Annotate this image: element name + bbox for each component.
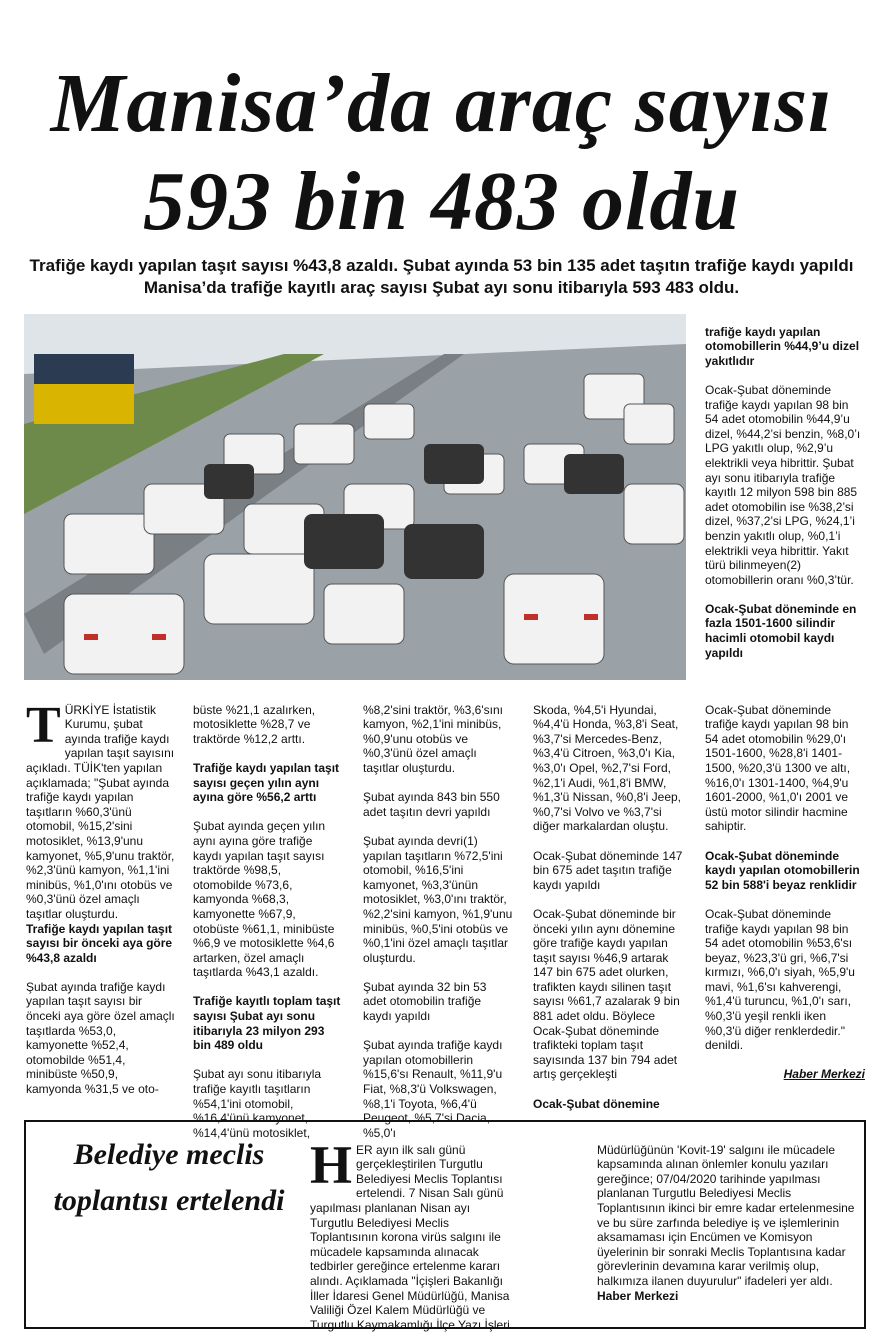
box-column-2	[597, 1128, 857, 1303]
paragraph: Skoda, %4,5'i Hyundai, %4,4'ü Honda, %3,8'i Seat, %3,7'si Mercedes-Benz, %3,4'ü Citroen, %3,0'ı Kia, %3,0'ı Opel, %2,7'si Ford, %2,1'i Audi, %1,8'i BMW, %1,3'ü Nissan, %0,8'i Jeep, %0,7'si Volvo ve %3,7'si diğer markalardan oluştu.	[533, 702, 681, 834]
paragraph: Şubat ayında 843 bin 550 adet taşıtın devri yapıldı	[363, 790, 500, 819]
article-column-3	[363, 688, 513, 1155]
drop-cap: T	[26, 696, 61, 754]
subheading: Trafiğe kayıtlı toplam taşıt sayısı Şubat ayı sonu itibarıyla 23 milyon 293 bin 489 oldu	[193, 994, 341, 1053]
subheading: Ocak-Şubat döneminde kaydı yapılan otomobillerin 52 bin 588'i beyaz renklidir	[705, 848, 860, 892]
traffic-photo	[24, 314, 686, 680]
paragraph: Ocak-Şubat döneminde 147 bin 675 adet taşıtın trafiğe kaydı yapıldı	[533, 848, 683, 892]
box-drop-cap: H	[310, 1134, 353, 1195]
headline-line2: 593 bin 483 oldu	[142, 155, 741, 248]
paragraph: Şubat ayında 32 bin 53 adet otomobilin trafiğe kaydı yapıldı	[363, 979, 487, 1024]
right-heading-2: Ocak-Şubat döneminde en fazla 1501-1600 silindir hacimli otomobil kaydı yapıldı	[705, 601, 857, 660]
headline-line1: Manisa’da araç sayısı	[50, 57, 833, 150]
right-paragraph-1: Ocak-Şubat döneminde trafiğe kaydı yapılan 98 bin 54 adet otomobilin %44,9’u dizel, %44,2’si benzin, %8,0’ı LPG yakıtlı olup, %2,9’u elektrikli veya hibrittir. Şubat ayı sonu itibarıyla trafiğe kayıtlı 12 milyon 598 bin 885 adet otomobilin ise %38,2’si dizel, %37,2’si LPG, %24,1’i benzin yakıtlı olup, %0,1’i elektrikli veya hibrittir. Yakıt türü bilinmeyen(2) otomobillerin oranı %0,3’tür.	[705, 382, 861, 587]
box-byline: Haber Merkezi	[597, 1288, 679, 1303]
paragraph: Ocak-Şubat döneminde trafiğe kaydı yapılan 98 bin 54 adet otomobilin %29,0'ı 1501-1600, %28,8'i 1401-1500, %20,3'ü 1300 ve altı, %16,0'ı 1301-1400, %4,9'u 1601-2000, %1,0'ı 2001 ve üstü motor silindir hacmine sahiptir.	[705, 702, 851, 834]
subheading: Ocak-Şubat dönemine	[533, 1096, 660, 1111]
paragraph: Ocak-Şubat döneminde trafiğe kaydı yapılan 98 bin 54 adet otomobilin %53,6'sı beyaz, %23,3'ü gri, %6,7'si kırmızı, %6,0'ı siyah, %5,9'u mavi, %1,6'sı kahverengi, %1,4'ü turuncu, %1,0'ı sarı, %0,3'ü yeşil renkli iken %0,3'ü diğer renklerdedir." denildi.	[705, 906, 855, 1053]
paragraph: Şubat ayında trafiğe kaydı yapılan otomobillerin %15,6'sı Renault, %11,9'u Fiat, %8,3'ü Volkswagen, %8,1'i Toyota, %6,4'ü Peugeot, %5,7'si Dacia, %5,0'ı	[363, 1038, 503, 1140]
paragraph: Şubat ayı sonu itibarıyla trafiğe kayıtlı taşıtların %54,1'ini otomobil, %16,4'ünü kamyonet, %14,4'ünü motosiklet,	[193, 1067, 322, 1140]
subheading: Trafiğe kaydı yapılan taşıt sayısı bir önceki aya göre %43,8 azaldı	[26, 921, 173, 965]
subheading: Trafiğe kaydı yapılan taşıt sayısı geçen yılın aynı ayına göre %56,2 arttı	[193, 760, 340, 805]
paragraph: Şubat ayında geçen yılın aynı ayına göre trafiğe kaydı yapılan taşıt sayısı traktörde %98,5, otomobilde %73,6, kamyonda %68,3, kamyonette %67,9, otobüste %61,1, minibüste %6,9 ve motosiklette %4,6 artarken, özel amaçlı taşıtlarda %43,1 azaldı.	[193, 819, 335, 980]
box-title: Belediye meclis toplantısı ertelendi	[53, 1138, 285, 1217]
right-heading-1: trafiğe kaydı yapılan otomobillerin %44,9’u dizel yakıtlıdır	[705, 324, 860, 368]
paragraph: Şubat ayında trafiğe kaydı yapılan taşıt sayısı bir önceki aya göre özel amaçlı taşıtlarda %53,0, kamyonette %52,4, otomobilde %51,4, minibüste %50,9, kamyonda %31,5 ve oto-	[26, 979, 175, 1097]
box-paragraph-2: Müdürlüğünün 'Kovit-19' salgını ile mücadele kapsamında alınan önlemler konulu yazıları gereğince; 07/04/2020 tarihinde yapılması planlanan Turgutlu Belediyesi Meclis Toplantısının ikinci bir emre kadar ertelenmesine ve bu süre zarfında belediye iş ve işlemlerinin aksamaması için Encümen ve Komisyon üyelerinin bir sonraki Meclis Toplantısına kadar görevlerinin devamına karar verilmiş olup, halkımıza ilanen duyurulur" ifadeleri yer aldı.	[597, 1142, 855, 1288]
traffic-photo-illustration	[24, 314, 686, 680]
article-column-4	[533, 688, 683, 1126]
box-paragraph-1: ER ayın ilk salı günü gerçekleştirilen Turgutlu Belediyesi Meclis Toplantısı ertelendi. 7 Nisan Salı günü yapılması planlanan Nisan ayı Turgutlu Belediyesi Meclis Toplantısının korona virüs salgını ile mücadele kapsamında alınacak tedbirler gereğince ertelenme kararı alındı. Açıklamada "İçişleri Bakanlığı İller İdaresi Genel Müdürlüğü, Manisa Valiliği Özel Kalem Müdürlüğü ve Turgutlu Kaymakamlığı İlçe Yazı İşleri	[310, 1142, 510, 1332]
article-column-2	[193, 688, 343, 1155]
paragraph: Ocak-Şubat döneminde bir önceki yılın aynı dönemine göre trafiğe kaydı yapılan taşıt sayısı %46,9 artarak 147 bin 675 adet olurken, trafikten kaydı silinen taşıt sayısı %61,7 azalarak 9 bin 881 adet oldu. Böylece Ocak-Şubat döneminde trafikteki toplam taşıt sayısında 137 bin 794 adet artış gerçekleşti	[533, 906, 680, 1082]
box-column-1	[310, 1128, 510, 1332]
paragraph: büste %21,1 azalırken, motosiklette %28,7 ve traktörde %12,2 arttı.	[193, 702, 316, 746]
lead-paragraph: ÜRKİYE İstatistik Kurumu, şubat ayında trafiğe kaydı yapılan taşıt sayısını açıkladı. TÜİK'ten yapılan açıklamada; "Şubat ayında trafiğe kaydı yapılan taşıtların %60,3'ünü otomobil, %15,2'sini motosiklet, %13,9'unu kamyonet, %5,9'unu traktör, %2,3'ünü kamyon, %1,1'ini minibüs, %1,0'ını otobüs ve %0,3'ünü özel amaçlı taşıtlar oluşturdu.	[26, 702, 175, 921]
right-column	[705, 310, 865, 675]
article-column-1	[26, 688, 176, 1111]
article-column-5	[705, 688, 865, 1097]
paragraph: %8,2'sini traktör, %3,6'sını kamyon, %2,1'ini minibüs, %0,9'unu otobüs ve %0,3'ünü özel amaçlı taşıtlar oluşturdu.	[363, 702, 503, 775]
deck-summary: Trafiğe kaydı yapılan taşıt sayısı %43,8 azaldı. Şubat ayında 53 bin 135 adet taşıtın trafiğe kaydı yapıldı Manisa’da trafiğe kayıtlı araç sayısı Şubat ayı sonu itibarıyla 593 483 oldu.	[29, 256, 854, 297]
paragraph: Şubat ayında devri(1) yapılan taşıtların %72,5'ini otomobil, %16,5'ini kamyonet, %3,3'ünün motosiklet, %3,0'ını traktör, %2,2'sini kamyon, %1,9'unu minibüs, %0,5'ini otobüs ve %0,1'ini özel amaçlı taşıtlar oluşturdu.	[363, 833, 513, 965]
byline: Haber Merkezi	[783, 1067, 865, 1082]
